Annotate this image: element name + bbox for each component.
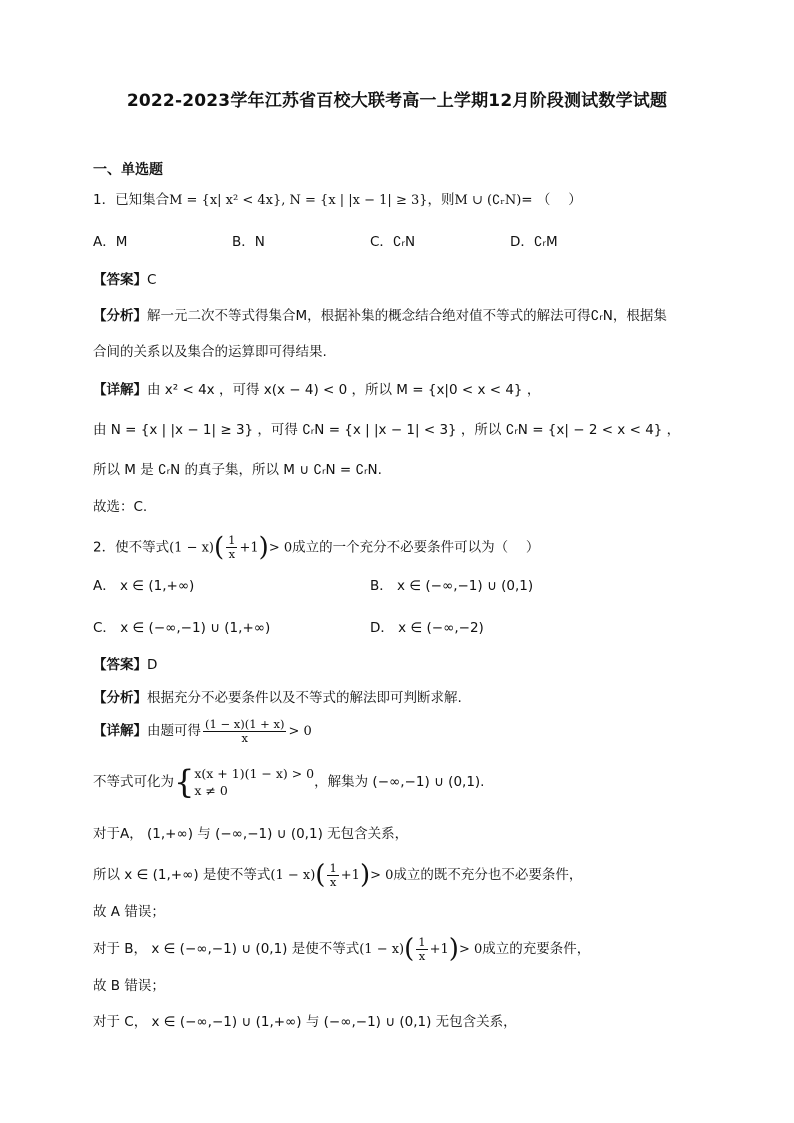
q2-line-a3: 故 A 错误； bbox=[93, 904, 165, 920]
analysis-tag: 【分析】 bbox=[93, 690, 147, 706]
detail-tag: 【详解】 bbox=[93, 382, 147, 398]
q2-line-a2-rel: > 0 bbox=[370, 868, 394, 883]
q1-analysis-line1 bbox=[93, 306, 667, 326]
q2-line-b2: 故 B 错误； bbox=[93, 978, 165, 994]
q2-system-rows bbox=[194, 765, 314, 799]
q2-frac-den: x bbox=[228, 547, 236, 561]
q2-line-a1: 对于A， (1,+∞) 与 (−∞,−1) ∪ (0,1) 无包含关系， bbox=[93, 826, 409, 842]
q1-option-a: A．M bbox=[93, 234, 128, 250]
answer-tag: 【答案】 bbox=[93, 657, 147, 673]
q2-line-a2 bbox=[93, 860, 582, 891]
q2-sys-suffix: ，解集为 (−∞,−1) ∪ (0,1). bbox=[314, 774, 485, 790]
q2-option-c: C． x ∈ (−∞,−1) ∪ (1,+∞) bbox=[93, 620, 271, 636]
q1-answer-value: C bbox=[147, 272, 157, 288]
q2-option-d: D． x ∈ (−∞,−2) bbox=[370, 620, 484, 636]
q1-detail-line3: 所以 M 是 ∁ᵣN 的真子集，所以 M ∪ ∁ᵣN = ∁ᵣN. bbox=[93, 462, 382, 478]
q2-line-b1-suffix: 成立的充要条件， bbox=[482, 941, 591, 957]
q1-detail-line1 bbox=[93, 380, 540, 400]
q1-option-b: B．N bbox=[232, 234, 265, 250]
q2-stem bbox=[93, 534, 539, 561]
frac-num: 1 bbox=[329, 860, 337, 875]
q2-answer bbox=[93, 655, 157, 675]
q2-line-c1: 对于 C， x ∈ (−∞,−1) ∪ (1,+∞) 与 (−∞,−1) ∪ (0,1) 无包含关系， bbox=[93, 1014, 517, 1030]
analysis-tag: 【分析】 bbox=[93, 308, 147, 324]
answer-tag: 【答案】 bbox=[93, 272, 147, 288]
q2-analysis-text: 根据充分不必要条件以及不等式的解法即可判断求解. bbox=[147, 690, 462, 706]
frac-den: x bbox=[329, 874, 337, 889]
q2-fraction bbox=[226, 534, 237, 561]
q2-sys-prefix: 不等式可化为 bbox=[93, 774, 174, 790]
q2-detail-rel: > 0 bbox=[288, 724, 312, 739]
q1-stem bbox=[93, 190, 582, 211]
q2-frac-num: 1 bbox=[228, 533, 236, 547]
section-heading: 一、单选题 bbox=[93, 162, 163, 178]
q1-option-c: C．∁ᵣN bbox=[370, 234, 416, 250]
q1-math: M = {x| x² < 4x}, N = {x | |x − 1| ≥ 3} bbox=[169, 193, 428, 208]
frac-den: x bbox=[418, 948, 426, 963]
q1-conclusion: 故选：C. bbox=[93, 499, 148, 515]
q2-answer-value: D bbox=[147, 657, 158, 673]
q2-line-b1-rel: > 0 bbox=[458, 942, 483, 957]
q1-expr: M ∪ (∁ᵣN) bbox=[454, 193, 522, 208]
paren-open: ( bbox=[214, 532, 225, 563]
paren-close: ) bbox=[448, 934, 459, 964]
q2-line-a2-prefix: 所以 x ∈ (1,+∞) 是使不等式 bbox=[93, 867, 271, 883]
q2-ineq-left: (1 − x) bbox=[169, 540, 214, 556]
q2-option-a: A． x ∈ (1,+∞) bbox=[93, 578, 195, 594]
q1-analysis-text1: 解一元二次不等式得集合M，根据补集的概念结合绝对值不等式的解法可得∁ᵣN，根据集 bbox=[147, 308, 667, 324]
q2-line-a2-tail: +1 bbox=[340, 868, 360, 883]
q2-detail-den: x bbox=[241, 730, 248, 745]
q2-sys-row1: x(x + 1)(1 − x) > 0 bbox=[194, 766, 315, 781]
q2-system-line bbox=[93, 764, 484, 800]
q2-line-b1 bbox=[93, 934, 590, 965]
q1-analysis-line2: 合间的关系以及集合的运算即可得结果. bbox=[93, 344, 327, 360]
q2-option-b: B． x ∈ (−∞,−1) ∪ (0,1) bbox=[370, 578, 534, 594]
paren-close: ) bbox=[258, 532, 269, 563]
q2-detail-prefix: 由题可得 bbox=[147, 723, 201, 739]
q1-suffix: = （ ） bbox=[521, 192, 582, 208]
q1-answer bbox=[93, 270, 156, 290]
paren-close: ) bbox=[359, 860, 371, 890]
q2-prefix: 2．使不等式 bbox=[93, 539, 170, 556]
q2-detail-num: (1 − x)(1 + x) bbox=[205, 716, 285, 731]
q2-line-a2-fraction bbox=[327, 862, 338, 889]
q2-detail-line1 bbox=[93, 716, 312, 747]
q2-line-a2-left: (1 − x) bbox=[270, 868, 316, 883]
q2-line-b1-tail: +1 bbox=[429, 942, 449, 957]
q2-ineq-tail: +1 bbox=[239, 540, 259, 556]
paren-open: ( bbox=[315, 860, 326, 890]
brace-icon: { bbox=[174, 763, 195, 801]
frac-num: 1 bbox=[418, 934, 426, 949]
q2-analysis bbox=[93, 688, 462, 708]
document-title: 2022-2023学年江苏省百校大联考高一上学期12月阶段测试数学试题 bbox=[126, 91, 668, 111]
q1-detail-line2: 由 N = {x | |x − 1| ≥ 3} ，可得 ∁ᵣN = {x | |x − 1| < 3} ，所以 ∁ᵣN = {x| − 2 < x < 4} ， bbox=[93, 422, 681, 438]
q1-option-d: D．∁ᵣM bbox=[510, 234, 558, 250]
paren-open: ( bbox=[404, 934, 415, 964]
q2-line-b1-fraction bbox=[416, 936, 427, 963]
q1-prefix: 1．已知集合 bbox=[93, 192, 170, 208]
q2-sys-row2: x ≠ 0 bbox=[194, 783, 228, 798]
q1-mid: ，则 bbox=[427, 192, 455, 208]
q2-line-b1-left: (1 − x) bbox=[359, 942, 405, 957]
q1-detail-text1: 由 x² < 4x ，可得 x(x − 4) < 0 ，所以 M = {x|0 < x < 4} ， bbox=[147, 382, 541, 398]
detail-tag: 【详解】 bbox=[93, 723, 147, 739]
q2-suffix: 成立的一个充分不必要条件可以为（ ） bbox=[292, 539, 540, 556]
q2-ineq-right: > 0 bbox=[268, 540, 293, 556]
q2-line-a2-suffix: 成立的既不充分也不必要条件， bbox=[393, 867, 583, 883]
q2-line-b1-prefix: 对于 B， x ∈ (−∞,−1) ∪ (0,1) 是使不等式 bbox=[93, 941, 360, 957]
q2-system bbox=[174, 764, 314, 800]
q2-detail-fraction bbox=[203, 718, 286, 745]
